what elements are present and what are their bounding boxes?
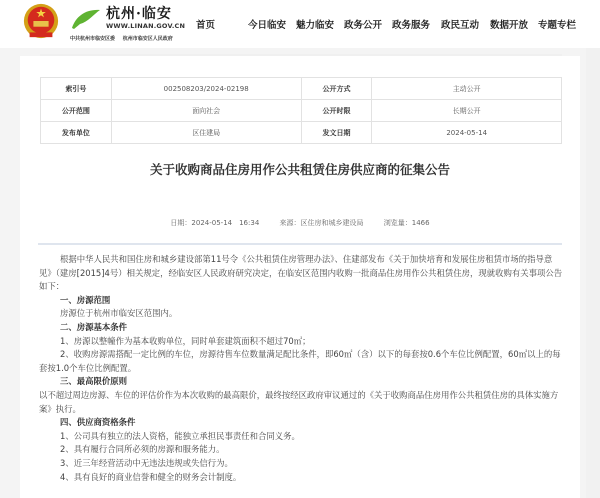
nav-gov-services[interactable]: 政务服务	[392, 20, 431, 31]
article-meta	[0, 218, 600, 228]
label-disclosure-scope: 公开范围	[41, 100, 112, 122]
section-heading: 四、供应商资格条件	[60, 417, 136, 428]
table-row	[41, 100, 562, 122]
value-disclosure-period: 长期公开	[372, 100, 562, 122]
paragraph: 3、近三年经营活动中无违法违规或失信行为。	[60, 457, 233, 468]
site-header	[0, 0, 600, 48]
nav-gov-affairs-open[interactable]: 政务公开	[344, 20, 383, 31]
label-index-no: 索引号	[41, 78, 112, 100]
nav-open-data[interactable]: 数据开放	[490, 20, 529, 31]
nav-charm-linan[interactable]: 魅力临安	[296, 20, 335, 31]
paragraph: 2、收购房源需搭配一定比例的车位，房源待售车位数量满足配比条件，即60㎡（含）以下的每套按0.6个车位比例配置，60㎡以上的每套按1.0个车位比例配置。	[39, 349, 561, 373]
label-disclosure-method: 公开方式	[301, 78, 372, 100]
nav-special-topics[interactable]: 专题专栏	[538, 20, 577, 31]
logo-sub-party: 中共杭州市临安区委	[70, 36, 116, 42]
main-nav	[196, 17, 576, 31]
article-views: 浏览量：1466	[383, 219, 430, 227]
label-disclosure-period: 公开时限	[301, 100, 372, 122]
section-heading: 一、房源范围	[60, 294, 111, 305]
value-index-no: 002508203/2024-02198	[111, 78, 301, 100]
value-disclosure-method: 主动公开	[372, 78, 562, 100]
value-issue-date: 2024-05-14	[372, 122, 562, 144]
article-title: 关于收购商品住房用作公共租赁住房供应商的征集公告	[149, 162, 450, 177]
paragraph: 1、公司具有独立的法人资格，能独立承担民事责任和合同义务。	[60, 430, 300, 441]
value-disclosure-scope: 面向社会	[111, 100, 301, 122]
site-url: WWW.LINAN.GOV.CN	[106, 22, 186, 30]
value-issuing-unit: 区住建局	[111, 122, 301, 144]
paragraph: 以不超过周边房源、车位的评估价作为本次收购的最高限价，最终按经区政府审议通过的《关于收购商品住房用作公共租赁住房的具体实施方案》执行。	[39, 389, 559, 414]
section-heading: 二、房源基本条件	[60, 321, 127, 332]
paragraph: 4、具有良好的商业信誉和健全的财务会计制度。	[60, 471, 242, 482]
table-row	[41, 78, 562, 100]
article-divider	[38, 243, 562, 245]
site-logo-title[interactable]: 杭州·临安	[106, 6, 172, 22]
logo-sub-gov: 杭州市临安区人民政府	[122, 36, 173, 42]
nav-interaction[interactable]: 政民互动	[441, 20, 480, 31]
label-issue-date: 发文日期	[301, 122, 372, 144]
paragraph: 2、具有履行合同所必须的房源和服务能力。	[60, 444, 225, 455]
top-divider	[40, 54, 562, 56]
nav-home[interactable]: 首页	[196, 20, 216, 31]
article-source: 来源：区住房和城乡建设局	[279, 219, 364, 227]
paragraph: 房源位于杭州市临安区范围内。	[60, 308, 178, 319]
label-issuing-unit: 发布单位	[41, 122, 112, 144]
side-panel	[586, 48, 600, 498]
article-body	[39, 253, 563, 484]
document-meta-table	[40, 77, 562, 144]
paragraph: 1、房源以整幢作为基本收购单位，同时单套建筑面积不超过70㎡；	[60, 335, 311, 346]
table-row	[41, 122, 562, 144]
site-logo-subtitle	[70, 35, 179, 42]
article-date: 日期：2024-05-14 16:34	[170, 219, 260, 227]
national-emblem-icon[interactable]	[22, 2, 60, 40]
section-heading: 三、最高限价原则	[60, 376, 127, 387]
paragraph: 根据中华人民共和国住房和城乡建设部第11号令《公共租赁住房管理办法》、住建部发布《关于加快培育和发展住房租赁市场的指导意见》（建房[2015]4号）相关规定，经临安区人民政府研究决定，在临安区范围内收购一批商品住房用作公共租赁住房，现就收购有关事项公告如下：	[39, 254, 563, 292]
ginkgo-leaf-icon	[70, 6, 102, 30]
nav-today-linan[interactable]: 今日临安	[248, 20, 287, 31]
